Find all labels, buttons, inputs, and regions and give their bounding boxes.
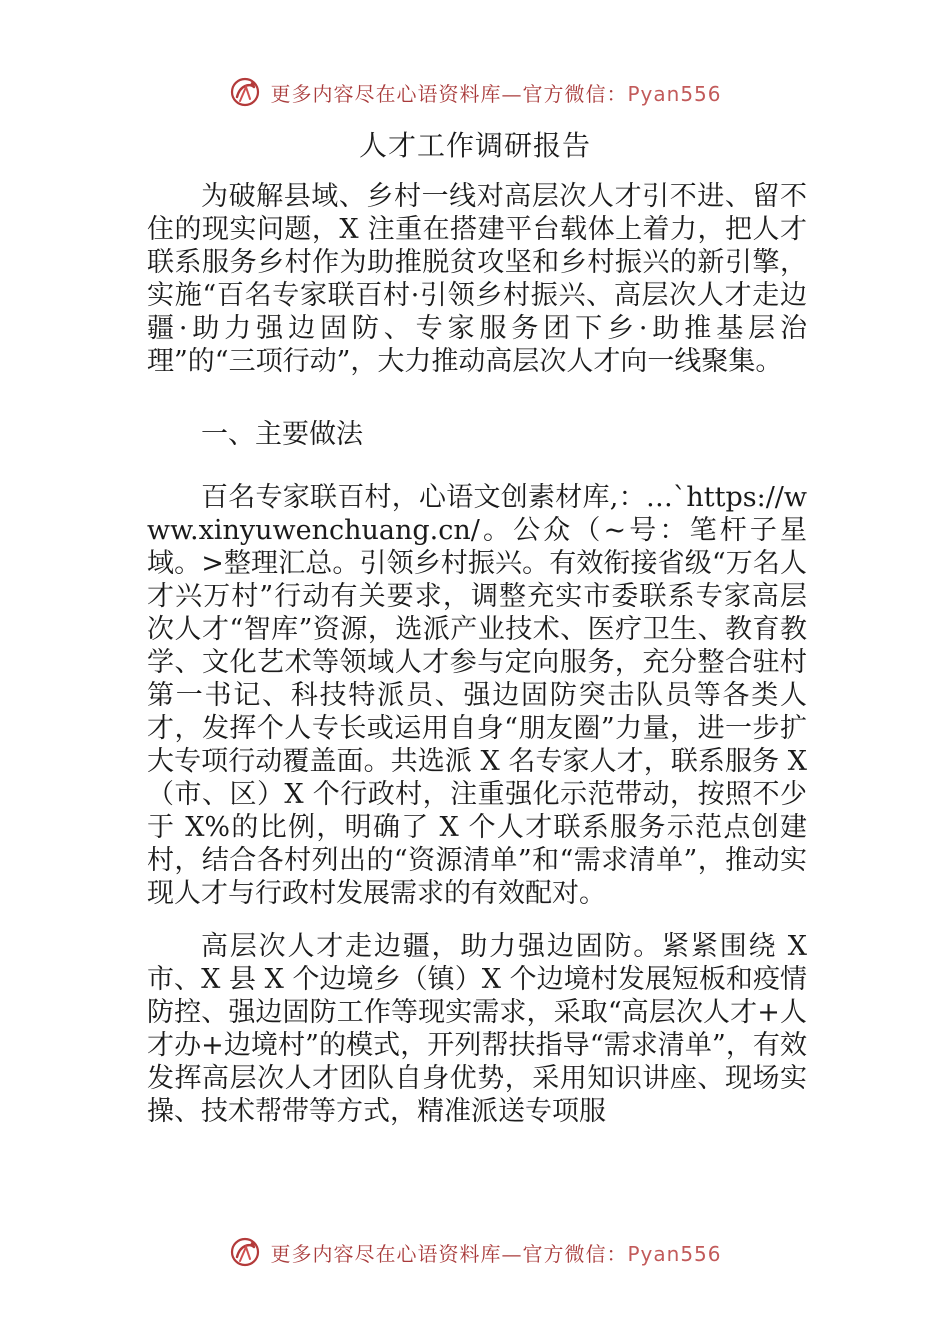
brand-logo-icon — [228, 75, 262, 109]
brand-logo-icon — [228, 1235, 262, 1269]
footer-banner-wechat: Pyan556 — [627, 1241, 722, 1266]
intro-paragraph: 为破解县域、乡村一线对高层次人才引不进、留不住的现实问题，X 注重在搭建平台载体上着力，把人才联系服务乡村作为助推脱贫攻坚和乡村振兴的新引擎，实施“百名专家联百村·引领乡村振兴、高层次人才走边疆·助力强边固防、专家服务团下乡·助推基层治理”的“三项行动”，大力推动高层次人才向一线聚集。 — [147, 181, 807, 377]
header-watermark-banner — [0, 72, 950, 112]
header-banner-wechat: Pyan556 — [627, 81, 722, 106]
header-banner-text — [270, 78, 721, 107]
footer-banner-text — [270, 1238, 721, 1267]
footer-banner-label: 更多内容尽在心语资料库—官方微信： — [270, 1241, 628, 1266]
header-banner-label: 更多内容尽在心语资料库—官方微信： — [270, 81, 628, 106]
section-heading: 一、主要做法 — [201, 419, 363, 450]
body-paragraph-1: 百名专家联百村，心语文创素材库,：…`https://www.xinyuwenchuang.cn/。公众（~号：笔杆子星域。>整理汇总。引领乡村振兴。有效衔接省级“万名人才兴万村”行动有关要求，调整充实市委联系专家高层次人才“智库”资源，选派产业技术、医疗卫生、教育教学、文化艺术等领域人才参与定向服务，充分整合驻村第一书记、科技特派员、强边固防突击队员等各类人才，发挥个人专长或运用自身“朋友圈”力量，进一步扩大专项行动覆盖面。共选派 X 名专家人才，联系服务 X（市、区）X 个行政村，注重强化示范带动，按照不少于 X%的比例，明确了 X 个人才联系服务示范点创建村，结合各村列出的“资源清单”和“需求清单”，推动实现人才与行政村发展需求的有效配对。 — [147, 482, 807, 909]
footer-watermark-banner — [0, 1232, 950, 1272]
document-title: 人才工作调研报告 — [358, 129, 591, 162]
document-body — [147, 180, 807, 1142]
body-paragraph-2: 高层次人才走边疆，助力强边固防。紧紧围绕 X 市、X 县 X 个边境乡（镇）X 个边境村发展短板和疫情防控、强边固防工作等现实需求，采取“高层次人才+人才办+边境村”的模式，开列帮扶指导“需求清单”，有效发挥高层次人才团队自身优势，采用知识讲座、现场实操、技术帮带等方式，精准派送专项服 — [147, 931, 807, 1127]
